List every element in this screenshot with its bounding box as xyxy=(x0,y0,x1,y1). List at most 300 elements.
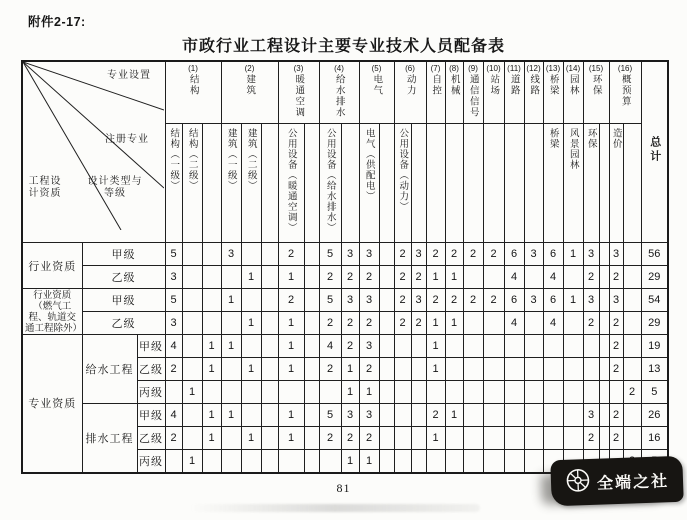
cell-r3-c5 xyxy=(241,289,261,312)
cell-r3-c14: 3 xyxy=(411,289,426,312)
cell-r3-c26 xyxy=(623,289,641,312)
col-group-number: (10) xyxy=(486,64,501,73)
cell-r10-c2: 1 xyxy=(182,450,202,473)
cell-r5-c24 xyxy=(599,335,609,358)
cell-r6-c2 xyxy=(182,358,202,381)
cell-r5-c17 xyxy=(463,335,483,358)
cell-r8-c3: 1 xyxy=(202,404,221,427)
cell-r1-c9: 5 xyxy=(319,243,341,266)
cell-r10-c20 xyxy=(524,450,543,473)
cell-r7-c2: 1 xyxy=(182,381,202,404)
cell-r2-c2 xyxy=(182,266,202,289)
table-row-8 xyxy=(22,404,668,427)
cell-r1-c7: 2 xyxy=(278,243,304,266)
col-group-label: 道路 xyxy=(508,74,520,96)
col-group-4 xyxy=(319,61,359,124)
col-group-number: (9) xyxy=(468,64,478,73)
cell-r6-c9: 2 xyxy=(319,358,341,381)
cell-r8-c20 xyxy=(524,404,543,427)
cell-r5-c2 xyxy=(182,335,202,358)
cell-r4-c22 xyxy=(563,312,583,335)
cell-r9-c4 xyxy=(221,427,241,450)
cell-r8-c24 xyxy=(599,404,609,427)
cell-r5-c14 xyxy=(411,335,426,358)
cell-r1-c5 xyxy=(241,243,261,266)
cell-r2-c24 xyxy=(599,266,609,289)
cell-r6-c13 xyxy=(394,358,411,381)
cell-r6-c7: 1 xyxy=(278,358,304,381)
cell-r4-c15: 1 xyxy=(426,312,445,335)
col-group-number: (1) xyxy=(188,64,198,73)
col-group-number: (11) xyxy=(507,64,521,73)
row-label: 甲级 xyxy=(82,243,165,266)
cell-r4-c19: 4 xyxy=(504,312,524,335)
cell-r3-c3 xyxy=(202,289,221,312)
cell-r4-c17 xyxy=(463,312,483,335)
sub-header-2 xyxy=(182,124,202,243)
cell-r4-c11: 2 xyxy=(359,312,379,335)
col-group-label: 园林 xyxy=(567,74,579,96)
cell-r7-c15 xyxy=(426,381,445,404)
sub-header-7 xyxy=(278,124,304,243)
sub-header-label: 结构（二级） xyxy=(186,128,198,191)
col-group-15 xyxy=(583,61,609,124)
cell-r3-c12 xyxy=(379,289,394,312)
col-group-label: 暖通空调 xyxy=(293,74,305,118)
sub-header-18 xyxy=(483,124,504,243)
wheel-logo-icon xyxy=(564,466,591,498)
cell-r3-c23: 3 xyxy=(583,289,599,312)
cell-r5-c5 xyxy=(241,335,261,358)
cell-r4-c21: 4 xyxy=(543,312,563,335)
cell-r9-c2 xyxy=(182,427,202,450)
cell-r4-c8 xyxy=(304,312,319,335)
cell-r6-c19 xyxy=(504,358,524,381)
cell-r4-c1: 3 xyxy=(165,312,182,335)
table-row-1 xyxy=(22,243,668,266)
cell-r1-c11: 3 xyxy=(359,243,379,266)
cell-r3-c9: 5 xyxy=(319,289,341,312)
cell-r10-c5 xyxy=(241,450,261,473)
cell-r7-c9 xyxy=(319,381,341,404)
cell-r7-c6 xyxy=(261,381,278,404)
cell-r3-c24 xyxy=(599,289,609,312)
cell-r2-c4 xyxy=(221,266,241,289)
cell-r8-c22 xyxy=(563,404,583,427)
cell-r10-c1 xyxy=(165,450,182,473)
cell-r3-c11: 3 xyxy=(359,289,379,312)
cell-r7-c27: 5 xyxy=(641,381,668,404)
col-group-label: 给水排水 xyxy=(333,74,345,118)
cell-r10-c10: 1 xyxy=(341,450,359,473)
row-label: 甲级 xyxy=(137,404,165,427)
cell-r3-c1: 5 xyxy=(165,289,182,312)
cell-r3-c15: 2 xyxy=(426,289,445,312)
sub-header-12 xyxy=(379,124,394,243)
row-label: 乙级 xyxy=(82,266,165,289)
col-group-number: (14) xyxy=(565,64,581,73)
table-row-2 xyxy=(22,266,668,289)
sub-header-label: 环保 xyxy=(585,128,597,149)
col-group-10 xyxy=(483,61,504,124)
sub-header-14 xyxy=(411,124,426,243)
cell-r4-c14: 2 xyxy=(411,312,426,335)
cell-r1-c22: 1 xyxy=(563,243,583,266)
cell-r3-c6 xyxy=(261,289,278,312)
cell-r4-c3 xyxy=(202,312,221,335)
cell-r5-c22 xyxy=(563,335,583,358)
cell-r2-c17 xyxy=(463,266,483,289)
col-group-number: (16) xyxy=(617,64,633,73)
cell-r5-c3: 1 xyxy=(202,335,221,358)
sub-header-21 xyxy=(543,124,563,243)
cell-r7-c7 xyxy=(278,381,304,404)
cell-r6-c23 xyxy=(583,358,599,381)
cell-r9-c5: 1 xyxy=(241,427,261,450)
cell-r2-c8 xyxy=(304,266,319,289)
cell-r4-c9: 2 xyxy=(319,312,341,335)
cell-r2-c1: 3 xyxy=(165,266,182,289)
cell-r8-c21 xyxy=(543,404,563,427)
sub-header-20 xyxy=(524,124,543,243)
cell-r3-c25: 3 xyxy=(609,289,623,312)
cell-r1-c10: 3 xyxy=(341,243,359,266)
sub-header-label: 公用设备（给水排水） xyxy=(324,128,336,233)
cell-r7-c18 xyxy=(483,381,504,404)
cell-r8-c27: 26 xyxy=(641,404,668,427)
cell-r9-c19 xyxy=(504,427,524,450)
cell-r2-c21: 4 xyxy=(543,266,563,289)
cell-r5-c18 xyxy=(483,335,504,358)
cell-r9-c9: 2 xyxy=(319,427,341,450)
cell-r1-c25: 3 xyxy=(609,243,623,266)
cell-r4-c23: 2 xyxy=(583,312,599,335)
cell-r8-c18 xyxy=(483,404,504,427)
col-group-label: 环保 xyxy=(590,74,602,96)
cell-r4-c12 xyxy=(379,312,394,335)
cell-r6-c11: 2 xyxy=(359,358,379,381)
cell-r3-c17: 2 xyxy=(463,289,483,312)
cell-r4-c5: 1 xyxy=(241,312,261,335)
total-column-label: 总计 xyxy=(648,136,661,164)
cell-r5-c21 xyxy=(543,335,563,358)
cell-r7-c21 xyxy=(543,381,563,404)
col-group-8 xyxy=(445,61,463,124)
row-label: 行业资质 xyxy=(22,243,82,289)
corner-cell xyxy=(22,61,165,243)
cell-r2-c16: 1 xyxy=(445,266,463,289)
cell-r3-c16: 2 xyxy=(445,289,463,312)
cell-r4-c7: 1 xyxy=(278,312,304,335)
sub-header-24 xyxy=(599,124,609,243)
sub-header-label: 公用设备（暖通空调） xyxy=(285,128,297,233)
cell-r8-c14 xyxy=(411,404,426,427)
cell-r6-c18 xyxy=(483,358,504,381)
cell-r2-c12 xyxy=(379,266,394,289)
cell-r2-c26 xyxy=(623,266,641,289)
col-group-13 xyxy=(543,61,563,124)
sub-header-label: 建筑（二级） xyxy=(245,128,257,191)
cell-r7-c12 xyxy=(379,381,394,404)
sub-header-label: 公用设备（动力） xyxy=(397,128,409,212)
col-group-number: (12) xyxy=(526,64,541,73)
cell-r8-c13 xyxy=(394,404,411,427)
row-label: 乙级 xyxy=(137,427,165,450)
corner-label-qualification: 工程设计资质 xyxy=(28,176,62,199)
sub-header-6 xyxy=(261,124,278,243)
cell-r7-c3 xyxy=(202,381,221,404)
col-group-number: (2) xyxy=(244,64,255,73)
cell-r3-c2 xyxy=(182,289,202,312)
corner-label-type-grade: 设计类型与等级 xyxy=(87,176,143,199)
cell-r2-c13: 2 xyxy=(394,266,411,289)
cell-r7-c14 xyxy=(411,381,426,404)
cell-r9-c26 xyxy=(623,427,641,450)
cell-r1-c18: 2 xyxy=(483,243,504,266)
total-column-header xyxy=(641,61,668,243)
col-group-3 xyxy=(278,61,319,124)
cell-r6-c5: 1 xyxy=(241,358,261,381)
col-group-label: 线路 xyxy=(528,74,540,96)
cell-r4-c6 xyxy=(261,312,278,335)
row-label: 给水工程 xyxy=(82,335,137,404)
sub-header-10 xyxy=(341,124,359,243)
col-group-12 xyxy=(524,61,543,124)
cell-r2-c9: 2 xyxy=(319,266,341,289)
cell-r6-c3: 1 xyxy=(202,358,221,381)
cell-r8-c26 xyxy=(623,404,641,427)
cell-r3-c8 xyxy=(304,289,319,312)
cell-r6-c4 xyxy=(221,358,241,381)
col-group-label: 概预算 xyxy=(619,74,631,107)
cell-r8-c6 xyxy=(261,404,278,427)
cell-r4-c24 xyxy=(599,312,609,335)
cell-r4-c20 xyxy=(524,312,543,335)
cell-r1-c24 xyxy=(599,243,609,266)
sub-header-17 xyxy=(463,124,483,243)
col-group-number: (13) xyxy=(545,64,561,73)
cell-r3-c20: 3 xyxy=(524,289,543,312)
cell-r8-c2 xyxy=(182,404,202,427)
cell-r10-c7 xyxy=(278,450,304,473)
page-title: 市政行业工程设计主要专业技术人员配备表 xyxy=(181,38,505,55)
cell-r9-c6 xyxy=(261,427,278,450)
col-group-number: (15) xyxy=(588,64,604,73)
cell-r2-c10: 2 xyxy=(341,266,359,289)
cell-r7-c26: 2 xyxy=(623,381,641,404)
table-row-4 xyxy=(22,312,668,335)
cell-r2-c14: 2 xyxy=(411,266,426,289)
sub-header-label: 风景园林 xyxy=(567,128,579,170)
cell-r9-c27: 16 xyxy=(641,427,668,450)
row-label: 甲级 xyxy=(137,335,165,358)
row-label: 乙级 xyxy=(82,312,165,335)
cell-r2-c20 xyxy=(524,266,543,289)
cell-r9-c22 xyxy=(563,427,583,450)
col-group-label: 机械 xyxy=(448,74,460,96)
sub-header-4 xyxy=(221,124,241,243)
cell-r1-c17: 2 xyxy=(463,243,483,266)
cell-r9-c13 xyxy=(394,427,411,450)
row-label: 排水工程 xyxy=(82,404,137,473)
cell-r8-c12 xyxy=(379,404,394,427)
cell-r10-c18 xyxy=(483,450,504,473)
sub-header-15 xyxy=(426,124,445,243)
col-group-11 xyxy=(504,61,524,124)
cell-r1-c12 xyxy=(379,243,394,266)
cell-r10-c19 xyxy=(504,450,524,473)
attachment-label: 附件2-17: xyxy=(28,15,86,29)
cell-r7-c13 xyxy=(394,381,411,404)
table-row-5 xyxy=(22,335,668,358)
row-label: 甲级 xyxy=(82,289,165,312)
cell-r3-c18: 2 xyxy=(483,289,504,312)
cell-r7-c10: 1 xyxy=(341,381,359,404)
cell-r2-c27: 29 xyxy=(641,266,668,289)
cell-r2-c22 xyxy=(563,266,583,289)
cell-r9-c8 xyxy=(304,427,319,450)
cell-r7-c24 xyxy=(599,381,609,404)
col-group-label: 结构 xyxy=(187,74,199,96)
cell-r9-c11: 2 xyxy=(359,427,379,450)
cell-r3-c27: 54 xyxy=(641,289,668,312)
cell-r3-c22: 1 xyxy=(563,289,583,312)
cell-r7-c25 xyxy=(609,381,623,404)
cell-r5-c27: 19 xyxy=(641,335,668,358)
cell-r6-c10: 1 xyxy=(341,358,359,381)
cell-r2-c15: 1 xyxy=(426,266,445,289)
cell-r10-c8 xyxy=(304,450,319,473)
cell-r9-c18 xyxy=(483,427,504,450)
col-group-label: 自控 xyxy=(430,74,442,96)
cell-r9-c24 xyxy=(599,427,609,450)
cell-r4-c25: 2 xyxy=(609,312,623,335)
cell-r5-c1: 4 xyxy=(165,335,182,358)
page-number: 81 xyxy=(336,481,351,495)
cell-r10-c16 xyxy=(445,450,463,473)
cell-r6-c27: 13 xyxy=(641,358,668,381)
sub-header-label: 电气（供配电） xyxy=(363,128,375,202)
cell-r7-c16 xyxy=(445,381,463,404)
cell-r9-c20 xyxy=(524,427,543,450)
sub-header-3 xyxy=(202,124,221,243)
watermark-text: 全端之社 xyxy=(596,472,670,493)
watermark-stamp xyxy=(550,456,684,507)
cell-r10-c15 xyxy=(426,450,445,473)
cell-r7-c17 xyxy=(463,381,483,404)
col-group-number: (3) xyxy=(293,64,304,73)
cell-r3-c4: 1 xyxy=(221,289,241,312)
cell-r6-c21 xyxy=(543,358,563,381)
cell-r4-c27: 29 xyxy=(641,312,668,335)
col-group-2 xyxy=(221,61,278,124)
cell-r2-c19: 4 xyxy=(504,266,524,289)
cell-r7-c11: 1 xyxy=(359,381,379,404)
cell-r3-c21: 6 xyxy=(543,289,563,312)
cell-r10-c9 xyxy=(319,450,341,473)
cell-r9-c15: 1 xyxy=(426,427,445,450)
cell-r2-c6 xyxy=(261,266,278,289)
cell-r5-c6 xyxy=(261,335,278,358)
cell-r8-c23: 3 xyxy=(583,404,599,427)
cell-r10-c6 xyxy=(261,450,278,473)
cell-r4-c4 xyxy=(221,312,241,335)
cell-r4-c2 xyxy=(182,312,202,335)
cell-r6-c22 xyxy=(563,358,583,381)
col-group-1 xyxy=(165,61,221,124)
cell-r7-c4 xyxy=(221,381,241,404)
cell-r6-c24 xyxy=(599,358,609,381)
col-group-7 xyxy=(426,61,445,124)
row-label: 丙级 xyxy=(137,381,165,404)
cell-r2-c23: 2 xyxy=(583,266,599,289)
col-group-9 xyxy=(463,61,483,124)
cell-r6-c12 xyxy=(379,358,394,381)
header-row-groups xyxy=(22,61,668,124)
cell-r10-c11: 1 xyxy=(359,450,379,473)
sub-header-label: 建筑（一级） xyxy=(225,128,237,191)
cell-r2-c5: 1 xyxy=(241,266,261,289)
cell-r6-c8 xyxy=(304,358,319,381)
cell-r1-c26 xyxy=(623,243,641,266)
cell-r6-c26 xyxy=(623,358,641,381)
cell-r4-c16: 1 xyxy=(445,312,463,335)
cell-r4-c26 xyxy=(623,312,641,335)
sub-header-9 xyxy=(319,124,341,243)
cell-r8-c9: 5 xyxy=(319,404,341,427)
col-group-number: (5) xyxy=(371,64,382,73)
cell-r10-c17 xyxy=(463,450,483,473)
cell-r2-c3 xyxy=(202,266,221,289)
col-group-5 xyxy=(359,61,394,124)
cell-r9-c23: 2 xyxy=(583,427,599,450)
cell-r8-c17 xyxy=(463,404,483,427)
row-label: 行业资质（燃气工程、轨道交通工程除外） xyxy=(22,289,82,335)
sub-header-8 xyxy=(304,124,319,243)
cell-r2-c11: 2 xyxy=(359,266,379,289)
col-group-label: 桥梁 xyxy=(547,74,559,96)
sub-header-16 xyxy=(445,124,463,243)
cell-r4-c18 xyxy=(483,312,504,335)
cell-r3-c7: 2 xyxy=(278,289,304,312)
row-label: 专业资质 xyxy=(22,335,82,473)
cell-r7-c5 xyxy=(241,381,261,404)
cell-r7-c23 xyxy=(583,381,599,404)
corner-label-registered: 注册专业 xyxy=(105,134,149,145)
cell-r10-c12 xyxy=(379,450,394,473)
sub-header-5 xyxy=(241,124,261,243)
col-group-6 xyxy=(394,61,426,124)
cell-r2-c18 xyxy=(483,266,504,289)
table-header xyxy=(22,61,668,243)
sub-header-13 xyxy=(394,124,411,243)
cell-r8-c19 xyxy=(504,404,524,427)
cell-r5-c13 xyxy=(394,335,411,358)
cell-r1-c8 xyxy=(304,243,319,266)
table-row-3 xyxy=(22,289,668,312)
cell-r5-c9: 4 xyxy=(319,335,341,358)
cell-r9-c14 xyxy=(411,427,426,450)
scan-smudge xyxy=(190,504,480,512)
sub-header-1 xyxy=(165,124,182,243)
cell-r9-c16 xyxy=(445,427,463,450)
cell-r8-c4: 1 xyxy=(221,404,241,427)
cell-r9-c3: 1 xyxy=(202,427,221,450)
cell-r5-c11: 3 xyxy=(359,335,379,358)
cell-r3-c10: 3 xyxy=(341,289,359,312)
cell-r5-c12 xyxy=(379,335,394,358)
col-group-number: (4) xyxy=(334,64,344,73)
